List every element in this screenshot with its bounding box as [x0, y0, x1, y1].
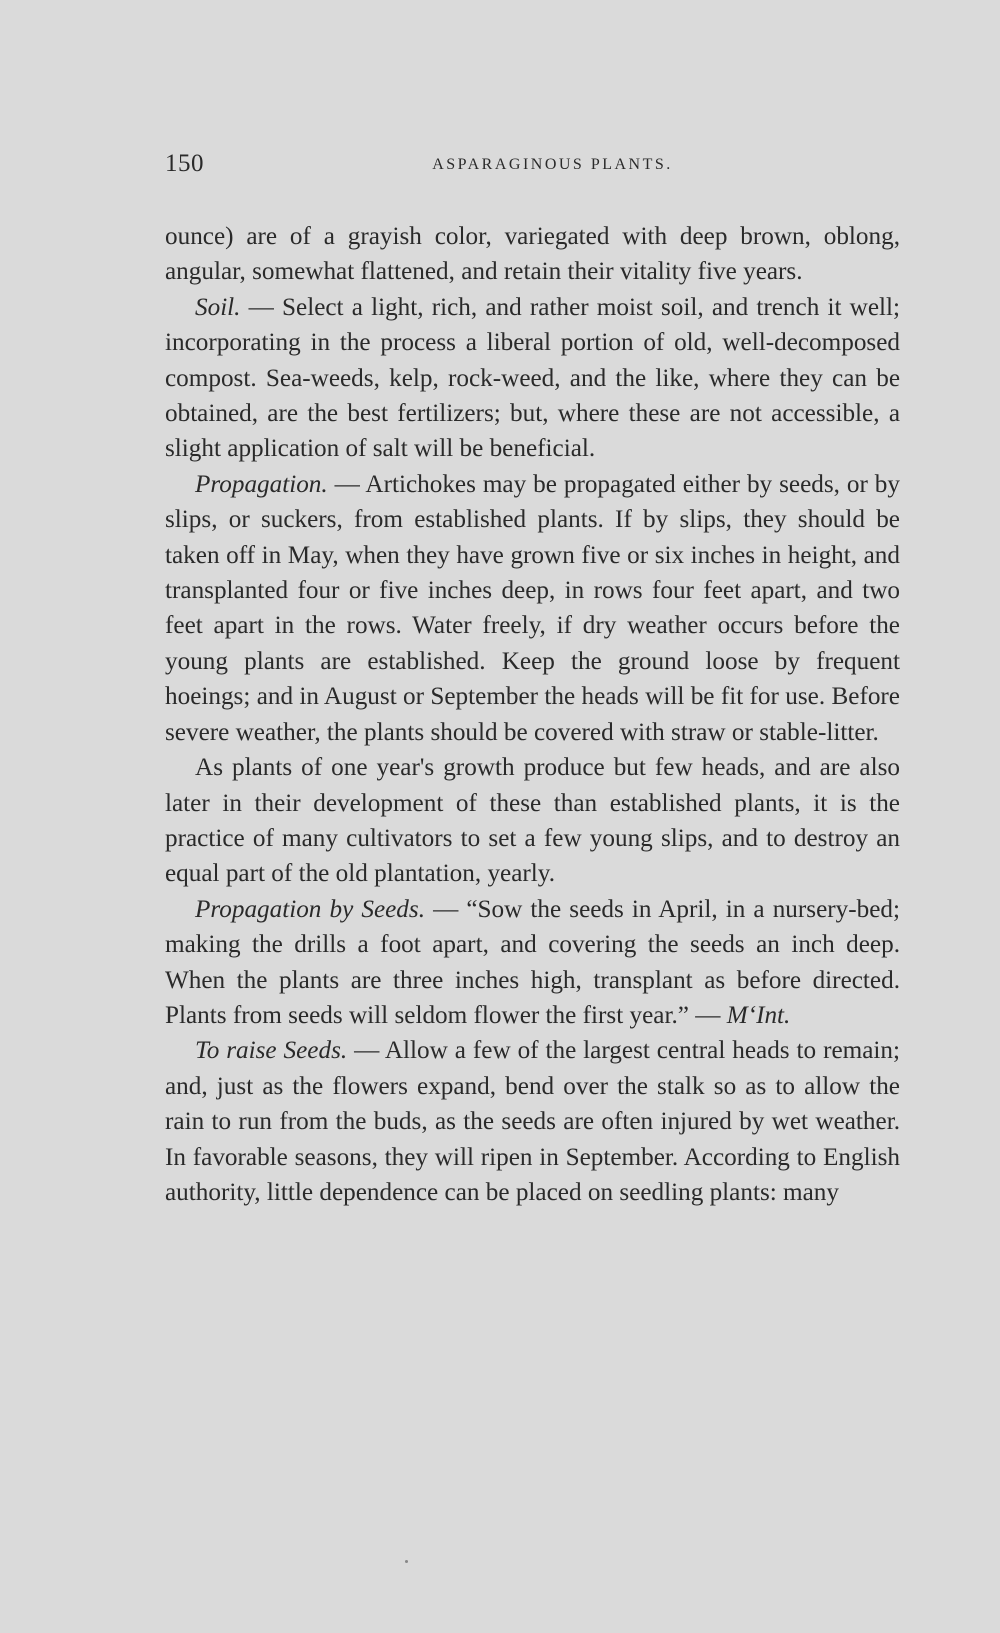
paragraph-soil [165, 290, 900, 467]
paragraph-lead: To raise Seeds. [195, 1037, 348, 1065]
paragraph-seeds-continued [165, 219, 900, 290]
paragraph-text: As plants of one year's growth produce but few heads, and are also later in their development of these than established plants, it is the practice of many cultivators to set a few young slips, and to destroy an equal part of the old plantation, yearly. [165, 754, 900, 888]
paragraph-text: ounce) are of a grayish color, variegated with deep brown, oblong, angular, somewhat flattened, and retain their vitality five years. [165, 223, 900, 286]
running-head: ASPARAGINOUS PLANTS. [432, 156, 673, 173]
paragraph-lead: Soil. [195, 293, 241, 321]
paragraph-lead: Propagation by Seeds. [195, 895, 425, 923]
body-text [165, 219, 900, 1210]
paragraph-lead: Propagation. [195, 470, 328, 498]
paragraph-text: — Allow a few of the largest central heads to remain; and, just as the flowers expand, bend over the stalk so as to allow the rain to run from the buds, as the seeds are often injured by wet weather. In favorable seasons, they will ripen in September. According to English authority, little dependence can be placed on seedling plants: many [165, 1037, 900, 1206]
paragraph-text: — “Sow the seeds in April, in a nursery-bed; making the drills a foot apart, and covering the seeds an inch deep. When the plants are three inches high, transplant as before directed. Plants from seeds will seldom flower the first year.” — [165, 895, 900, 1029]
paragraph-text: — Artichokes may be propagated either by seeds, or by slips, or suckers, from established plants. If by slips, they should be taken off in May, when they have grown five or six inches in height, and transplanted four or five inches deep, in rows four feet apart, and two feet apart in the rows. Water freely, if dry weather occurs before the young plants are established. Keep the ground loose by frequent hoeings; and in August or September the heads will be fit for use. Before severe weather, the plants should be covered with straw or stable-litter. [165, 470, 900, 746]
paper-speck [405, 1560, 408, 1563]
page-number: 150 [165, 150, 204, 177]
paragraph-yearly [165, 750, 900, 892]
paragraph-propagation [165, 467, 900, 750]
paragraph-propagation-by-seeds [165, 892, 900, 1034]
citation: M‘Int. [726, 1001, 791, 1029]
page-header [165, 150, 900, 184]
paragraph-raise-seeds [165, 1033, 900, 1210]
paragraph-text: — Select a light, rich, and rather moist soil, and trench it well; incorporating in the process a liberal portion of old, well-decomposed compost. Sea-weeds, kelp, rock-weed, and the like, where they can be obtained, are the best fertilizers; but, where these are not accessible, a slight application of salt will be beneficial. [165, 293, 900, 463]
